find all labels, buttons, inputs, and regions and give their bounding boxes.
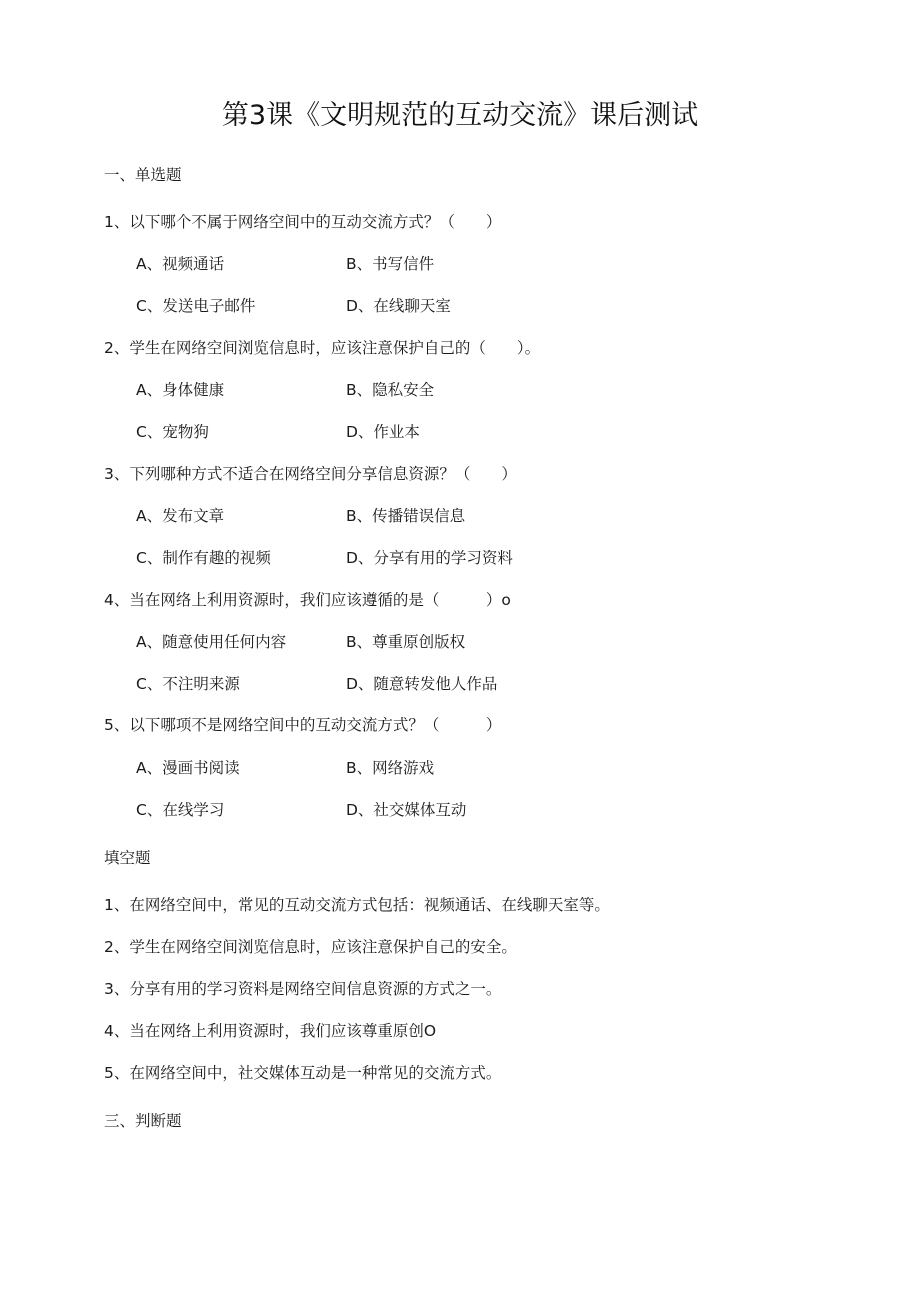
fill-blank-5: 5、在网络空间中，社交媒体互动是一种常见的交流方式。 <box>104 1064 502 1082</box>
question-2: 2、学生在网络空间浏览信息时，应该注意保护自己的（ ）。 <box>104 339 541 357</box>
question-1-option-b: B、书写信件 <box>346 255 435 273</box>
question-3-option-c: C、制作有趣的视频 <box>136 549 271 567</box>
question-2-option-d: D、作业本 <box>346 423 420 441</box>
question-4-option-d: D、随意转发他人作品 <box>346 675 498 693</box>
fill-blank-4: 4、当在网络上利用资源时，我们应该尊重原创O <box>104 1022 437 1040</box>
fill-blank-1: 1、在网络空间中，常见的互动交流方式包括：视频通话、在线聊天室等。 <box>104 896 610 914</box>
section-heading-fill-blank: 填空题 <box>104 849 151 867</box>
fill-blank-2: 2、学生在网络空间浏览信息时，应该注意保护自己的安全。 <box>104 938 517 956</box>
question-5: 5、以下哪项不是网络空间中的互动交流方式？（ ） <box>104 716 502 734</box>
question-4-option-c: C、不注明来源 <box>136 675 240 693</box>
question-4: 4、当在网络上利用资源时，我们应该遵循的是（ ）o <box>104 591 511 609</box>
question-1-option-c: C、发送电子邮件 <box>136 297 256 315</box>
question-5-option-a: A、漫画书阅读 <box>136 759 240 777</box>
question-5-option-b: B、网络游戏 <box>346 759 435 777</box>
question-4-option-b: B、尊重原创版权 <box>346 633 466 651</box>
question-1-option-d: D、在线聊天室 <box>346 297 451 315</box>
question-2-option-a: A、身体健康 <box>136 381 225 399</box>
question-3-option-b: B、传播错误信息 <box>346 507 466 525</box>
question-3-option-a: A、发布文章 <box>136 507 225 525</box>
question-3: 3、下列哪种方式不适合在网络空间分享信息资源？（ ） <box>104 465 517 483</box>
question-4-option-a: A、随意使用任何内容 <box>136 633 287 651</box>
question-1: 1、以下哪个不属于网络空间中的互动交流方式？（ ） <box>104 213 502 231</box>
question-1-option-a: A、视频通话 <box>136 255 225 273</box>
question-5-option-c: C、在线学习 <box>136 801 225 819</box>
page-title: 第3课《文明规范的互动交流》课后测试 <box>221 100 699 131</box>
fill-blank-3: 3、分享有用的学习资料是网络空间信息资源的方式之一。 <box>104 980 502 998</box>
question-2-option-c: C、宠物狗 <box>136 423 209 441</box>
question-3-option-d: D、分享有用的学习资料 <box>346 549 513 567</box>
question-2-option-b: B、隐私安全 <box>346 381 435 399</box>
question-5-option-d: D、社交媒体互动 <box>346 801 467 819</box>
section-heading-true-false: 三、判断题 <box>104 1112 182 1130</box>
section-heading-single-choice: 一、单选题 <box>104 166 182 184</box>
